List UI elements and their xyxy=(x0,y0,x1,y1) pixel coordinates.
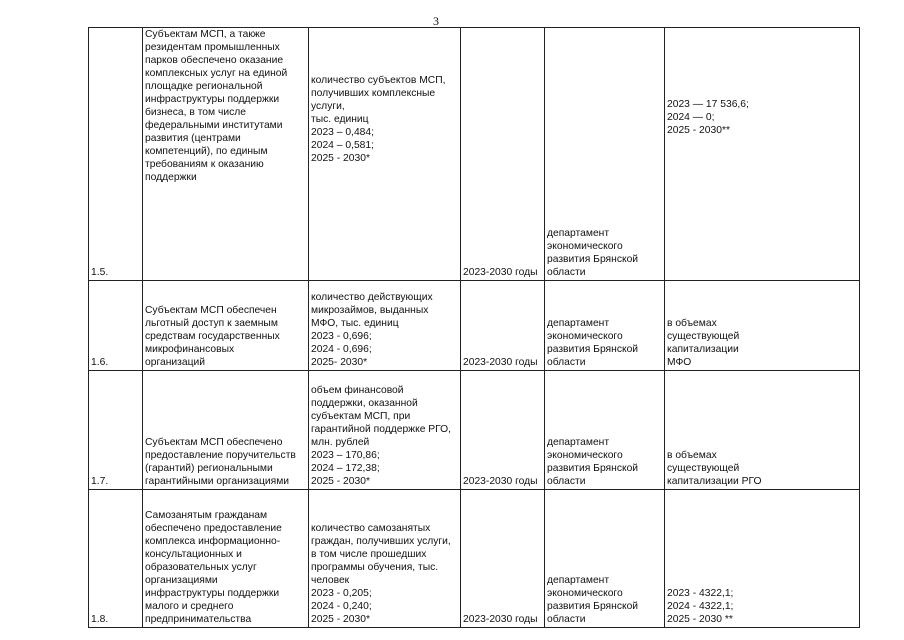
funding-cell: 2023 — 17 536,6; 2024 — 0; 2025 - 2030** xyxy=(665,28,860,281)
table-row xyxy=(89,28,860,281)
indicator-cell: количество самозанятых граждан, получивших услуги, в том числе прошедших программы обучения, тыс. человек 2023 - 0,205; 2024 - 0,240; 2025 - 2030* xyxy=(309,490,461,628)
result-cell: Субъектам МСП, а также резидентам промышленных парков обеспечено оказание комплексных услуг на единой площадке региональной инфраструктуры поддержки бизнеса, в том числе федеральными институтами развития (центрами компетенций), по единым требованиям к оказанию поддержки xyxy=(143,28,309,281)
row-number: 1.7. xyxy=(89,371,143,490)
responsible-cell: департамент экономического развития Брянской области xyxy=(545,490,665,628)
responsible-cell: департамент экономического развития Брянской области xyxy=(545,28,665,281)
funding-cell: 2023 - 4322,1; 2024 - 4322,1; 2025 - 2030 ** xyxy=(665,490,860,628)
responsible-cell: департамент экономического развития Брянской области xyxy=(545,371,665,490)
row-number: 1.8. xyxy=(89,490,143,628)
page-number: 3 xyxy=(433,14,439,28)
table-row xyxy=(89,281,860,371)
table-row xyxy=(89,371,860,490)
result-cell: Самозанятым гражданам обеспечено предоставление комплекса информационно- консультационных и образовательных услуг организациями инфраструктуры поддержки малого и среднего предпринимательства xyxy=(143,490,309,628)
row-number: 1.6. xyxy=(89,281,143,371)
period-cell: 2023-2030 годы xyxy=(461,28,545,281)
indicator-cell: объем финансовой поддержки, оказанной субъектам МСП, при гарантийной поддержке РГО, млн. рублей 2023 – 170,86; 2024 – 172,38; 2025 - 2030* xyxy=(309,371,461,490)
result-cell: Субъектам МСП обеспечено предоставление поручительств (гарантий) региональными гарантийными организациями xyxy=(143,371,309,490)
row-number: 1.5. xyxy=(89,28,143,281)
funding-cell: в объемах существующей капитализации РГО xyxy=(665,371,860,490)
indicator-cell: количество субъектов МСП, получивших комплексные услуги, тыс. единиц 2023 – 0,484; 2024 – 0,581; 2025 - 2030* xyxy=(309,28,461,281)
period-cell: 2023-2030 годы xyxy=(461,281,545,371)
measures-table xyxy=(88,27,860,628)
funding-cell: в объемах существующей капитализации МФО xyxy=(665,281,860,371)
period-cell: 2023-2030 годы xyxy=(461,371,545,490)
result-cell: Субъектам МСП обеспечен льготный доступ к заемным средствам государственных микрофинансовых организаций xyxy=(143,281,309,371)
indicator-cell: количество действующих микрозаймов, выданных МФО, тыс. единиц 2023 - 0,696; 2024 - 0,696; 2025- 2030* xyxy=(309,281,461,371)
responsible-cell: департамент экономического развития Брянской области xyxy=(545,281,665,371)
table-row xyxy=(89,490,860,628)
period-cell: 2023-2030 годы xyxy=(461,490,545,628)
